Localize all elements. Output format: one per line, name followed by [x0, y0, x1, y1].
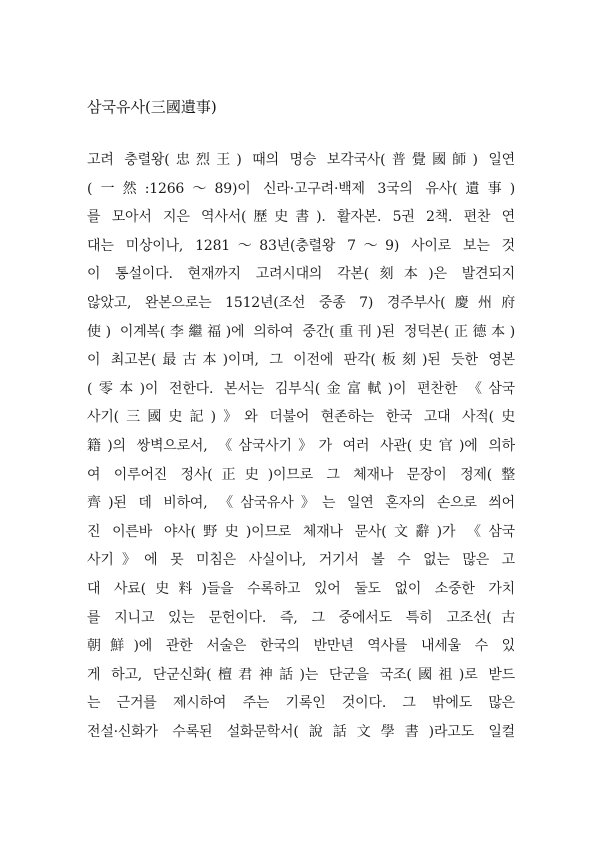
text-line: 전설·신화가 수록된 설화문학서(說話文學書)라고도 일컬 [87, 723, 515, 740]
text-line: 齊)된 데 비하여, 《삼국유사》는 일연 혼자의 손으로 씌어 [87, 495, 515, 512]
text-line: 使) 이계복(李繼福)에 의하여 중간(重刊)된 정덕본(正德本) [87, 323, 515, 340]
text-line: 않았고, 완본으로는 1512년(조선 중종 7) 경주부사(慶州府 [87, 294, 515, 311]
text-line: 대 사료(史料)들을 수록하고 있어 둘도 없이 소중한 가치 [87, 580, 515, 597]
text-line: 대는 미상이나, 1281～83년(충렬왕 7～9) 사이로 보는 것 [87, 237, 515, 254]
text-line: 朝鮮)에 관한 서술은 한국의 반만년 역사를 내세울 수 있 [87, 638, 515, 655]
text-line: 는 근거를 제시하여 주는 기록인 것이다. 그 밖에도 많은 [87, 695, 515, 712]
text-line: 게 하고, 단군신화(檀君神話)는 단군을 국조(國祖)로 받드 [87, 666, 515, 683]
text-line: 사기(三國史記)》와 더불어 현존하는 한국 고대 사적(史 [87, 409, 515, 426]
text-line: 여 이루어진 정사(正史)이므로 그 체재나 문장이 정제(整 [87, 466, 515, 483]
text-line: 를 지니고 있는 문헌이다. 즉, 그 중에서도 특히 고조선(古 [87, 609, 515, 626]
text-line: (零本)이 전한다. 본서는 김부식(金富軾)이 편찬한 《삼국 [87, 380, 515, 397]
body-text [87, 150, 515, 750]
text-line: 고려 충렬왕(忠烈王) 때의 명승 보각국사(普覺國師) 일연 [87, 152, 515, 168]
text-line: 를 모아서 지은 역사서(歷史書). 활자본. 5권 2책. 편찬 연 [87, 209, 515, 226]
text-line: (一然:1266～89)이 신라·고구려·백제 3국의 유사(遺事) [87, 180, 515, 197]
text-line: 이 최고본(最古本)이며, 그 이전에 판각(板刻)된 듯한 영본 [87, 352, 515, 369]
text-line: 사기》에 못 미침은 사실이나, 거기서 볼 수 없는 많은 고 [87, 552, 515, 569]
document-title: 삼국유사(三國遺事) [87, 98, 217, 116]
text-line: 진 이른바 야사(野史)이므로 체재나 문사(文辭)가 《삼국 [87, 523, 515, 540]
text-line: 籍)의 쌍벽으로서, 《삼국사기》가 여러 사관(史官)에 의하 [87, 437, 515, 454]
text-line: 이 통설이다. 현재까지 고려시대의 각본(刻本)은 발견되지 [87, 266, 515, 283]
